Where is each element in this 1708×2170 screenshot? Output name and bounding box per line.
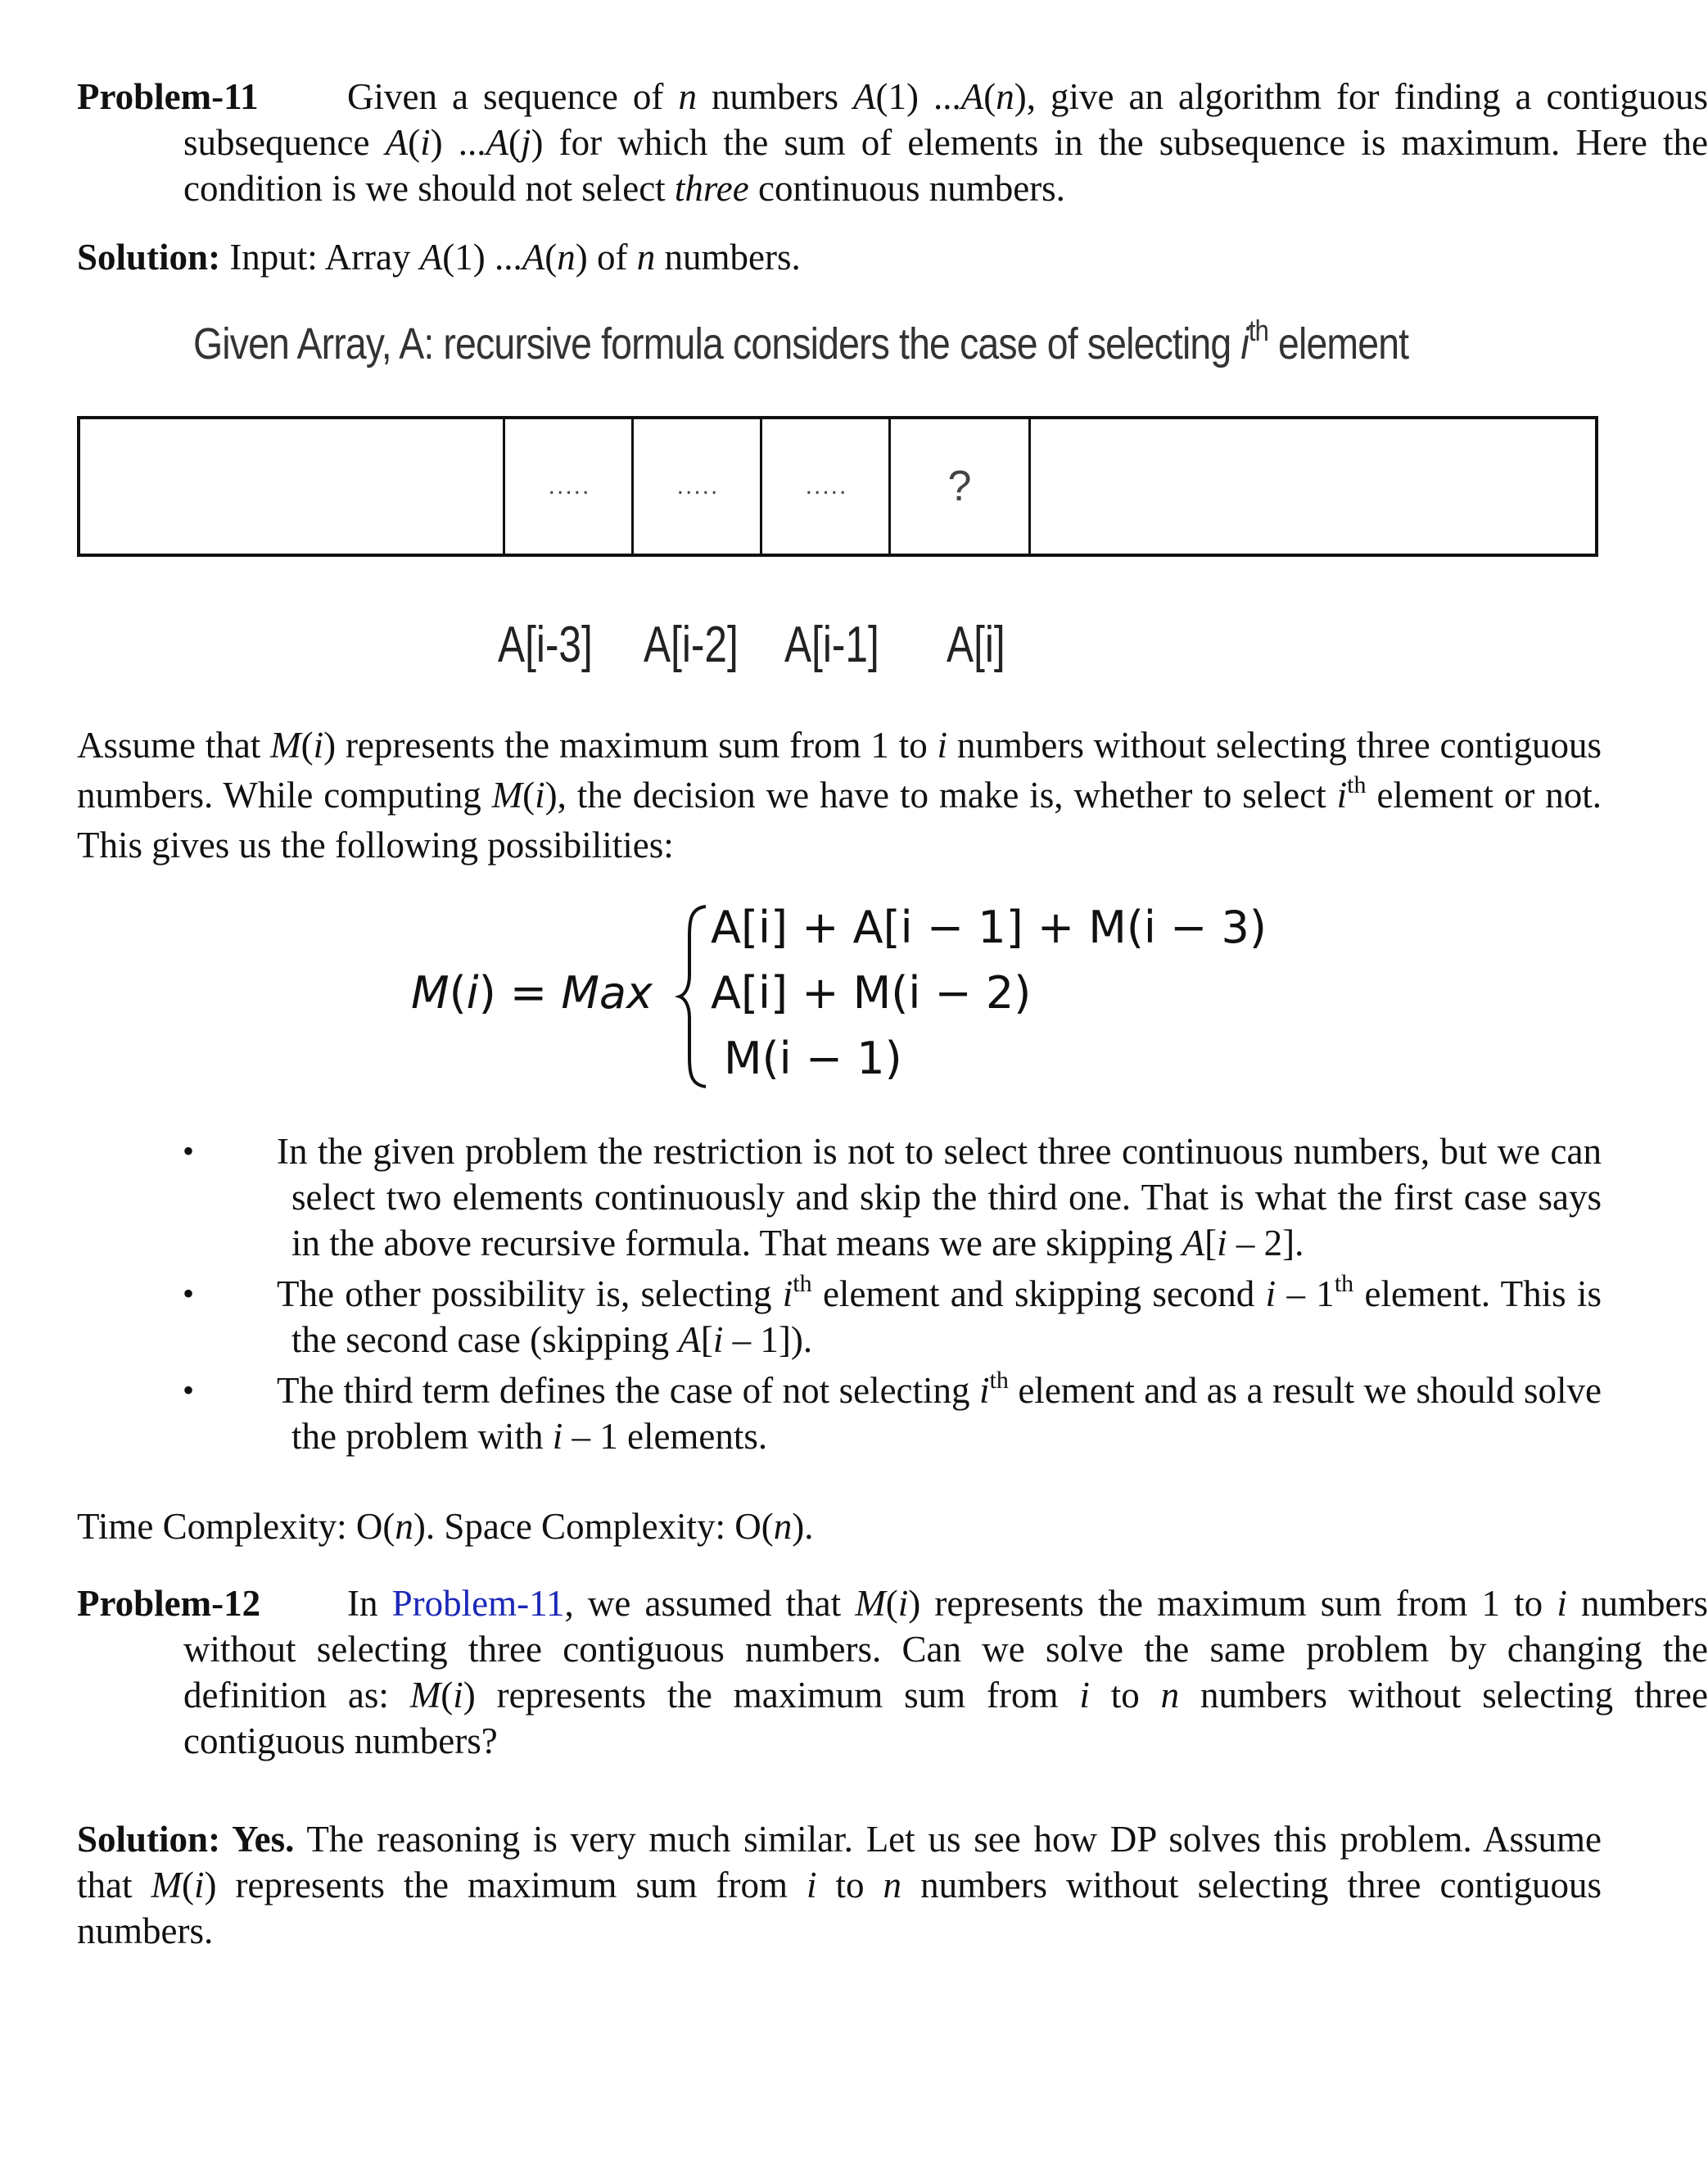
explanation-list: [172, 1128, 1602, 1459]
formula-case-2: A[i] + M(i − 2): [711, 967, 1032, 1019]
array-cell: .....: [760, 419, 891, 554]
formula-lhs: M(i) = Max: [411, 967, 653, 1019]
bullet-icon: •: [182, 1132, 194, 1169]
problem-12-statement: Problem-12 In Problem-11, we assumed that M(i) represents the maximum sum from 1 to i numbers without selecting three contiguous numbers. Can we solve the same problem by changing the definition as: M(i) represents the maximum sum from i to n numbers without selecting three contiguous numbers?: [77, 1583, 1708, 1761]
figure-caption: Given Array, A: recursive formula considers the case of selecting $i^{th}$ element: [193, 314, 1409, 368]
problem-11-statement: Problem-11 Given a sequence of n numbers A(1) ...A(n), give an algorithm for finding a contiguous subsequence A(i) ...A(j) for which the sum of elements in the subsequence is maximum. Here the condition is we should not select three continuous numbers.: [77, 76, 1708, 209]
array-cell-current: ?: [888, 419, 1031, 554]
formula-case-1: A[i] + A[i − 1] + M(i − 3): [711, 902, 1267, 953]
array-cell: .....: [631, 419, 762, 554]
solution-11-input: Solution: Input: Array A(1) ...A(n) of n numbers.: [77, 237, 801, 278]
bullet-icon: •: [182, 1372, 194, 1408]
array-cell: .....: [503, 419, 634, 554]
problem-11-label: Problem-11: [77, 76, 259, 117]
formula-case-3: M(i − 1): [724, 1033, 902, 1084]
array-diagram: [77, 416, 1598, 557]
index-label: A[i-1]: [784, 617, 879, 673]
recurrence-formula: [0, 897, 1677, 1093]
index-label: A[i-2]: [644, 617, 739, 673]
index-label: A[i]: [947, 617, 1005, 673]
solution-yes: Yes.: [220, 1819, 295, 1860]
list-item: • The other possibility is, selecting $i^{th}$ element and skipping second i – 1th element. This is the second case (skipping A[i – 1]).: [172, 1271, 1602, 1363]
list-item: • The third term defines the case of not selecting $i^{th}$ element and as a result we should solve the problem with i – 1 elements.: [172, 1368, 1602, 1459]
bullet-icon: •: [182, 1275, 194, 1312]
left-brace-icon: [676, 903, 709, 1090]
solution-label: Solution:: [77, 237, 221, 278]
problem-11-link[interactable]: Problem-11: [391, 1583, 565, 1624]
index-label: A[i-3]: [498, 617, 593, 673]
solution-12: Solution: Yes. The reasoning is very much similar. Let us see how DP solves this problem. Assume that M(i) represents the maximum sum from i to n numbers without selecting three contiguous numbers.: [77, 1819, 1602, 1951]
problem-12-label: Problem-12: [77, 1583, 261, 1624]
assume-paragraph: Assume that M(i) represents the maximum sum from 1 to i numbers without selecting three contiguous numbers. While computing M(i), the decision we have to make is, whether to select $i^{th}$ element or not. This gives us the following possibilities:: [77, 725, 1602, 866]
complexity-line: Time Complexity: O(n). Space Complexity: O(n).: [77, 1506, 814, 1547]
list-item: • In the given problem the restriction is not to select three continuous numbers, but we can select two elements continuously and skip the third one. That is what the first case says in the above recursive formula. That means we are skipping A[i – 2].: [172, 1128, 1602, 1266]
solution-label: Solution:: [77, 1819, 221, 1860]
